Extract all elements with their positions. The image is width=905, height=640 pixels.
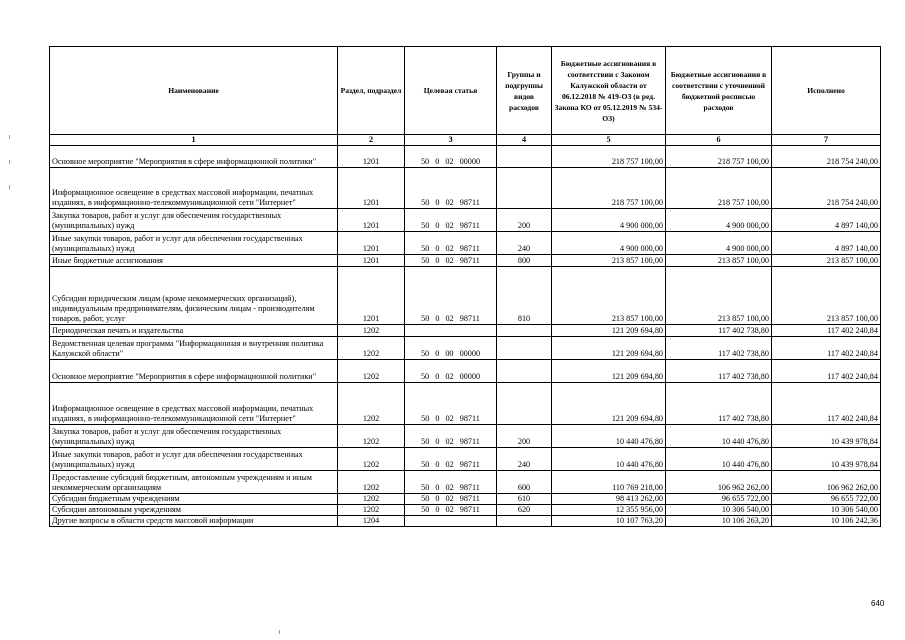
cell-article: 50 0 02 98711 <box>405 267 497 325</box>
cell-executed: 10 439 978,84 <box>772 448 881 471</box>
cell-section: 1201 <box>338 146 405 168</box>
cell-law: 121 209 694,80 <box>552 360 666 383</box>
cell-group: 240 <box>497 232 552 255</box>
cell-article: 50 0 02 00000 <box>405 360 497 383</box>
cell-refined: 117 402 738,80 <box>666 360 772 383</box>
cell-refined: 117 402 738,80 <box>666 325 772 337</box>
cell-executed: 117 402 240,84 <box>772 360 881 383</box>
cell-name: Субсидии бюджетным учреждениям <box>50 494 338 505</box>
cell-group <box>497 383 552 425</box>
cell-name: Информационное освещение в средствах массовой информации, печатных изданиях, в информационно-телекоммуникационной сети "Интернет" <box>50 168 338 209</box>
cell-section: 1202 <box>338 494 405 505</box>
header-name: Наименование <box>50 47 338 135</box>
cell-law: 121 209 694,80 <box>552 383 666 425</box>
cell-law: 10 107 763,20 <box>552 516 666 527</box>
cell-article: 50 0 02 98711 <box>405 232 497 255</box>
cell-article: 50 0 02 98711 <box>405 505 497 516</box>
table-row <box>50 425 881 448</box>
cell-section: 1202 <box>338 360 405 383</box>
cell-article: 50 0 02 00000 <box>405 146 497 168</box>
cell-executed: 218 754 240,00 <box>772 146 881 168</box>
cell-group: 610 <box>497 494 552 505</box>
scan-mark <box>9 185 10 189</box>
cell-executed: 10 439 978,84 <box>772 425 881 448</box>
cell-refined: 213 857 100,00 <box>666 255 772 267</box>
cell-law: 12 355 956,00 <box>552 505 666 516</box>
cell-name: Иные закупки товаров, работ и услуг для обеспечения государственных (муниципальных) нужд <box>50 448 338 471</box>
cell-name: Субсидии автономным учреждениям <box>50 505 338 516</box>
cell-name: Ведомственная целевая программа "Информационная и внутренняя политика Калужской области" <box>50 337 338 360</box>
cell-name: Информационное освещение в средствах массовой информации, печатных изданиях, в информационно-телекоммуникационной сети "Интернет" <box>50 383 338 425</box>
cell-law: 213 857 100,00 <box>552 267 666 325</box>
cell-name: Иные закупки товаров, работ и услуг для обеспечения государственных (муниципальных) нужд <box>50 232 338 255</box>
cell-section: 1201 <box>338 232 405 255</box>
table-row <box>50 325 881 337</box>
table-row <box>50 337 881 360</box>
page-number: 640 <box>871 599 885 608</box>
column-number: 4 <box>497 135 552 146</box>
cell-refined: 10 306 540,00 <box>666 505 772 516</box>
cell-law: 110 769 218,00 <box>552 471 666 494</box>
table-row <box>50 360 881 383</box>
cell-section: 1201 <box>338 255 405 267</box>
cell-law: 218 757 100,00 <box>552 146 666 168</box>
table-row <box>50 267 881 325</box>
cell-refined: 218 757 100,00 <box>666 168 772 209</box>
cell-article: 50 0 02 98711 <box>405 383 497 425</box>
scan-mark <box>9 160 10 164</box>
cell-section: 1202 <box>338 471 405 494</box>
scan-mark <box>279 630 280 634</box>
cell-article: 50 0 02 98711 <box>405 494 497 505</box>
table-row <box>50 505 881 516</box>
header-section: Раздел, подраздел <box>338 47 405 135</box>
table-row <box>50 383 881 425</box>
cell-section: 1202 <box>338 505 405 516</box>
header-executed: Исполнено <box>772 47 881 135</box>
cell-refined: 4 900 000,00 <box>666 209 772 232</box>
table-row <box>50 471 881 494</box>
cell-article: 50 0 00 00000 <box>405 337 497 360</box>
cell-article: 50 0 02 98711 <box>405 448 497 471</box>
header-refined-allocations: Бюджетные ассигнования в соответствии с уточненной бюджетной росписью расходов <box>666 47 772 135</box>
cell-group: 800 <box>497 255 552 267</box>
cell-article: 50 0 02 98711 <box>405 425 497 448</box>
table-row <box>50 146 881 168</box>
cell-group <box>497 516 552 527</box>
scan-mark <box>9 135 10 139</box>
cell-law: 4 900 000,00 <box>552 209 666 232</box>
cell-section: 1201 <box>338 209 405 232</box>
cell-law: 218 757 100,00 <box>552 168 666 209</box>
table-row <box>50 516 881 527</box>
column-number: 3 <box>405 135 497 146</box>
cell-section: 1201 <box>338 267 405 325</box>
cell-refined: 117 402 738,80 <box>666 383 772 425</box>
cell-law: 10 440 476,80 <box>552 425 666 448</box>
cell-section: 1202 <box>338 337 405 360</box>
cell-section: 1201 <box>338 168 405 209</box>
cell-name: Субсидии юридическим лицам (кроме некоммерческих организаций), индивидуальным предпринимателям, физическим лицам - производителям товаров, работ, услуг <box>50 267 338 325</box>
cell-section: 1204 <box>338 516 405 527</box>
table-row <box>50 494 881 505</box>
column-number: 5 <box>552 135 666 146</box>
column-number-row <box>50 135 881 146</box>
cell-executed: 213 857 100,00 <box>772 267 881 325</box>
budget-execution-table <box>49 46 881 527</box>
column-number: 1 <box>50 135 338 146</box>
cell-name: Закупка товаров, работ и услуг для обеспечения государственных (муниципальных) нужд <box>50 425 338 448</box>
cell-executed: 117 402 240,84 <box>772 337 881 360</box>
cell-law: 4 900 000,00 <box>552 232 666 255</box>
cell-article: 50 0 02 98711 <box>405 255 497 267</box>
cell-article: 50 0 02 98711 <box>405 209 497 232</box>
cell-group: 240 <box>497 448 552 471</box>
cell-refined: 10 106 263,20 <box>666 516 772 527</box>
cell-law: 98 413 262,00 <box>552 494 666 505</box>
cell-executed: 10 106 242,36 <box>772 516 881 527</box>
cell-executed: 96 655 722,00 <box>772 494 881 505</box>
cell-law: 213 857 100,00 <box>552 255 666 267</box>
cell-name: Основное мероприятие "Мероприятия в сфере информационной политики" <box>50 146 338 168</box>
table-row <box>50 168 881 209</box>
cell-section: 1202 <box>338 325 405 337</box>
cell-refined: 117 402 738,80 <box>666 337 772 360</box>
cell-executed: 10 306 540,00 <box>772 505 881 516</box>
cell-law: 10 440 476,80 <box>552 448 666 471</box>
cell-group: 600 <box>497 471 552 494</box>
cell-refined: 218 757 100,00 <box>666 146 772 168</box>
cell-name: Иные бюджетные ассигнования <box>50 255 338 267</box>
cell-article: 50 0 02 98711 <box>405 471 497 494</box>
cell-executed: 218 754 240,00 <box>772 168 881 209</box>
cell-executed: 213 857 100,00 <box>772 255 881 267</box>
cell-group: 200 <box>497 425 552 448</box>
header-law-allocations: Бюджетные ассигнования в соответствии с Законом Калужской области от 06.12.2018 № 419-ОЗ (в ред. Закона КО от 05.12.2019 № 534-ОЗ) <box>552 47 666 135</box>
cell-executed: 117 402 240,84 <box>772 325 881 337</box>
table-row <box>50 448 881 471</box>
cell-group <box>497 168 552 209</box>
cell-name: Закупка товаров, работ и услуг для обеспечения государственных (муниципальных) нужд <box>50 209 338 232</box>
cell-group: 620 <box>497 505 552 516</box>
cell-section: 1202 <box>338 448 405 471</box>
cell-article: 50 0 02 98711 <box>405 168 497 209</box>
cell-executed: 106 962 262,00 <box>772 471 881 494</box>
header-row <box>50 47 881 135</box>
cell-refined: 4 900 000,00 <box>666 232 772 255</box>
cell-refined: 106 962 262,00 <box>666 471 772 494</box>
column-number: 2 <box>338 135 405 146</box>
cell-group <box>497 325 552 337</box>
cell-section: 1202 <box>338 425 405 448</box>
cell-group: 810 <box>497 267 552 325</box>
table-row <box>50 232 881 255</box>
cell-law: 121 209 694,80 <box>552 325 666 337</box>
cell-executed: 4 897 140,00 <box>772 232 881 255</box>
cell-refined: 10 440 476,80 <box>666 448 772 471</box>
cell-name: Основное мероприятие "Мероприятия в сфере информационной политики" <box>50 360 338 383</box>
cell-refined: 10 440 476,80 <box>666 425 772 448</box>
cell-refined: 96 655 722,00 <box>666 494 772 505</box>
table-row <box>50 209 881 232</box>
cell-name: Другие вопросы в области средств массовой информации <box>50 516 338 527</box>
cell-article <box>405 325 497 337</box>
cell-group <box>497 337 552 360</box>
cell-section: 1202 <box>338 383 405 425</box>
cell-executed: 117 402 240,84 <box>772 383 881 425</box>
cell-group: 200 <box>497 209 552 232</box>
column-number: 6 <box>666 135 772 146</box>
cell-name: Предоставление субсидий бюджетным, автономным учреждениям и иным некоммерческим организациям <box>50 471 338 494</box>
header-article: Целевая статья <box>405 47 497 135</box>
column-number: 7 <box>772 135 881 146</box>
cell-article <box>405 516 497 527</box>
cell-refined: 213 857 100,00 <box>666 267 772 325</box>
table-row <box>50 255 881 267</box>
cell-group <box>497 360 552 383</box>
cell-law: 121 209 694,80 <box>552 337 666 360</box>
cell-group <box>497 146 552 168</box>
header-group: Группы и подгруппы видов расходов <box>497 47 552 135</box>
cell-executed: 4 897 140,00 <box>772 209 881 232</box>
cell-name: Периодическая печать и издательства <box>50 325 338 337</box>
